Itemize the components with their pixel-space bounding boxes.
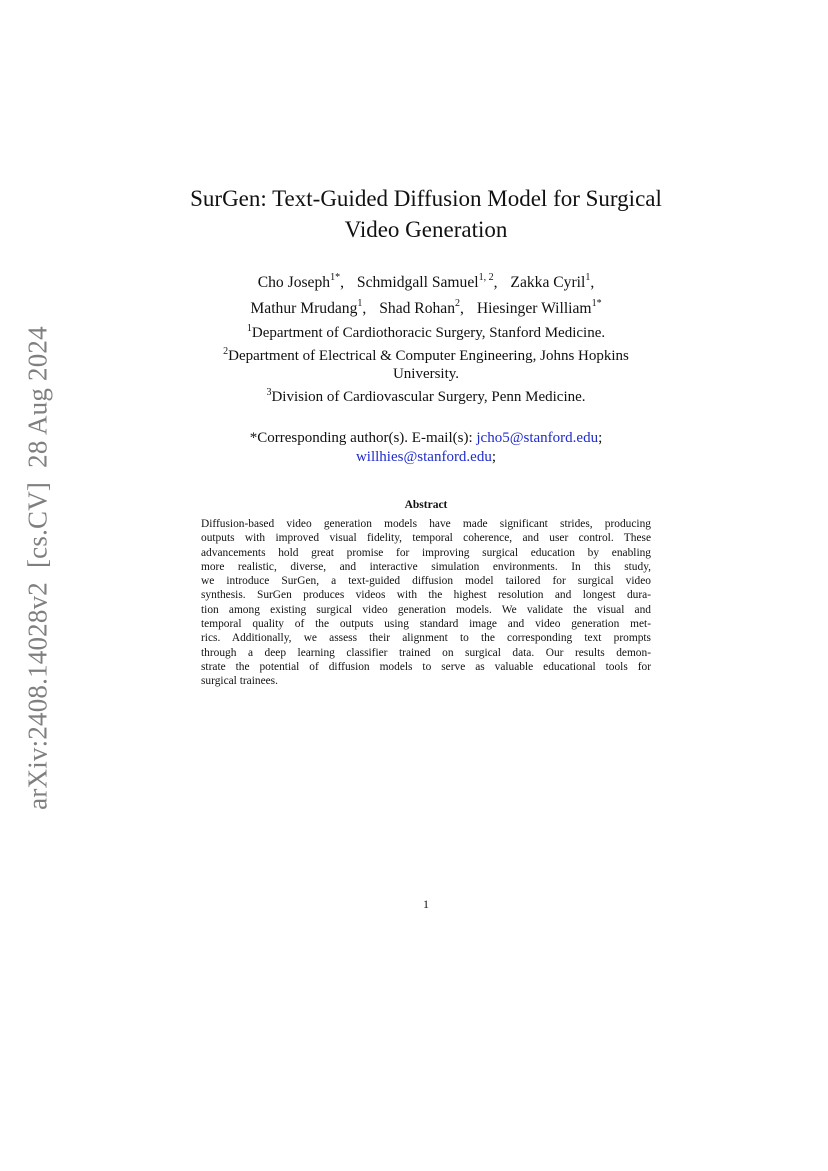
affiliation: University. [392, 366, 460, 382]
author: Cho Joseph$^{1*}$, [257, 272, 344, 292]
abstract-line: Diffusion-based video generation models have made significant strides, producing [201, 518, 651, 530]
arxiv-date: 28 Aug 2024 [22, 326, 53, 468]
email-link-2[interactable]: willhies@stanford.edu [355, 449, 492, 465]
author: Zakka Cyril$^1$, [510, 272, 595, 292]
author: Shad Rohan$^2$, [379, 298, 464, 318]
abstract-line: outputs with improved visual fidelity, temporal coherence, and user control. These [201, 532, 651, 545]
abstract-line: tion among existing surgical video generation models. We validate the visual and [201, 603, 651, 616]
author: Schmidgall Samuel$^{1, 2}$, [356, 272, 498, 292]
corresponding-line-1: *Corresponding author(s). E-mail(s): jcho5@stanford.edu; [249, 430, 603, 446]
abstract-line: strate the potential of diffusion models to serve as valuable educational tools for [201, 660, 651, 673]
email-link-1[interactable]: jcho5@stanford.edu [476, 430, 599, 446]
author-line-1 [164, 268, 688, 294]
abstract-line: temporal quality of the outputs using standard image and video generation met- [201, 618, 651, 631]
author: Hiesinger William$^{1*}$ [476, 298, 602, 318]
author-line-2 [164, 294, 688, 320]
abstract-body [201, 517, 651, 689]
affiliation: $^3$Division of Cardiovascular Surgery, Penn Medicine. [266, 386, 586, 405]
author-list [164, 268, 688, 320]
arxiv-identifier-stamp [23, 326, 54, 810]
corresponding-prefix: *Corresponding author(s). E-mail(s): [249, 430, 473, 446]
affiliation: $^2$Department of Electrical & Computer Engineering, Johns Hopkins [223, 345, 629, 364]
title-line-2: Video Generation [344, 217, 508, 242]
abstract-line: advancements hold great promise for improving surgical education by enabling [201, 546, 651, 559]
abstract-line: rics. Additionally, we assess their alignment to the corresponding text prompts [201, 632, 651, 645]
affiliation-list [164, 320, 688, 406]
abstract-line: synthesis. SurGen produces videos with the highest resolution and longest dura- [201, 589, 651, 602]
abstract-line: we introduce SurGen, a text-guided diffusion model tailored for surgical video [201, 575, 651, 588]
abstract-line: more realistic, diverse, and interactive simulation environments. In this study, [201, 560, 651, 573]
corresponding-line-2: willhies@stanford.edu; [355, 449, 497, 465]
abstract-heading: Abstract [404, 499, 448, 511]
affiliation: $^1$Department of Cardiothoracic Surgery, Stanford Medicine. [246, 323, 606, 341]
corresponding-author-note [164, 429, 688, 467]
abstract-line: through a deep learning classifier trained on surgical data. Our results demon- [201, 646, 651, 659]
title-line-1: SurGen: Text-Guided Diffusion Model for Surgical [190, 186, 662, 211]
page-number: 1 [423, 897, 429, 911]
author: Mathur Mrudang$^1$, [250, 298, 367, 318]
paper-title [164, 183, 688, 245]
arxiv-id: arXiv:2408.14028v2 [22, 582, 53, 810]
arxiv-category: [cs.CV] [22, 481, 53, 569]
abstract-line: surgical trainees. [201, 675, 278, 688]
